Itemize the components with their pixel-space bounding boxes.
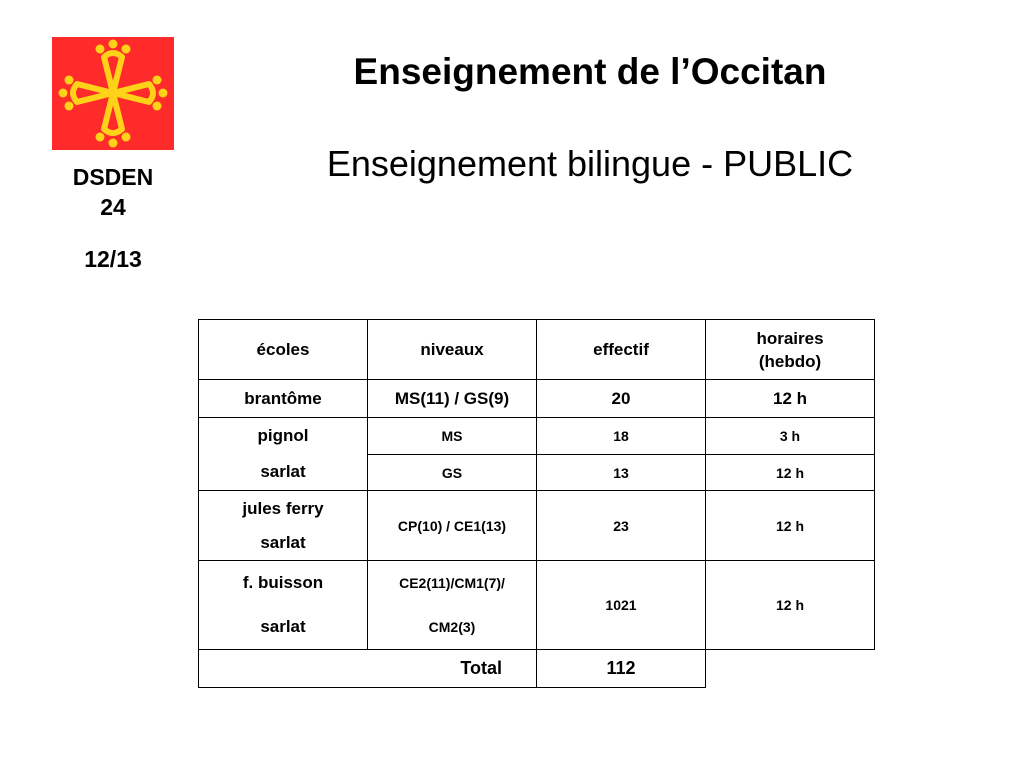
occitan-logo bbox=[52, 37, 174, 150]
cell-horaires: 12 h bbox=[706, 491, 875, 561]
header-effectif: effectif bbox=[537, 320, 706, 380]
cell-effectif: 23 bbox=[537, 491, 706, 561]
cell-ecole-line2: sarlat bbox=[260, 617, 306, 636]
header-ecoles: écoles bbox=[199, 320, 368, 380]
occitan-cross-icon bbox=[52, 37, 174, 150]
cell-effectif: 18 bbox=[537, 418, 706, 455]
school-year: 12/13 bbox=[84, 246, 142, 272]
cell-niveaux-line2: CM2(3) bbox=[428, 619, 476, 635]
cell-ecole bbox=[199, 418, 368, 491]
total-label: Total bbox=[199, 650, 537, 688]
cell-niveaux bbox=[368, 380, 537, 418]
cell-horaires: 12 h bbox=[706, 561, 875, 650]
cell-niveaux: GS bbox=[368, 455, 537, 491]
cell-ecole-line1: f. buisson bbox=[242, 573, 324, 592]
header-horaires-line2: (hebdo) bbox=[758, 351, 822, 371]
cell-horaires: 12 h bbox=[706, 380, 875, 418]
cell-ecole: brantôme bbox=[199, 380, 368, 418]
cell-effectif: 20 bbox=[537, 380, 706, 418]
cell-niveaux: CP(10) / CE1(13) bbox=[368, 491, 537, 561]
page-subtitle: Enseignement bilingue - PUBLIC bbox=[326, 143, 854, 184]
dsden-label: DSDEN bbox=[72, 164, 154, 190]
cell-ecole-line1: pignol bbox=[257, 426, 309, 445]
enrollment-table bbox=[198, 319, 875, 688]
cell-niveaux: MS bbox=[368, 418, 537, 455]
table-row bbox=[199, 561, 875, 650]
header-niveaux: niveaux bbox=[368, 320, 537, 380]
empty-cell bbox=[706, 650, 875, 688]
cell-ecole-line2: sarlat bbox=[260, 532, 306, 552]
cell-niveaux-line1: CE2(11)/CM1(7)/ bbox=[399, 575, 505, 591]
dsden-number: 24 bbox=[100, 194, 126, 220]
cell-niveaux-text: MS(11) / GS(9) bbox=[394, 388, 510, 408]
table-total-row bbox=[199, 650, 875, 688]
cell-ecole bbox=[199, 491, 368, 561]
page-title: Enseignement de l’Occitan bbox=[353, 51, 827, 92]
table-row bbox=[199, 491, 875, 561]
header-horaires-line1: horaires bbox=[756, 328, 824, 348]
table-row bbox=[199, 418, 875, 455]
cell-effectif: 13 bbox=[537, 455, 706, 491]
header-horaires bbox=[706, 320, 875, 380]
table-header-row bbox=[199, 320, 875, 380]
cell-horaires: 12 h bbox=[706, 455, 875, 491]
sidebar-info bbox=[40, 162, 186, 274]
table-row bbox=[199, 380, 875, 418]
cell-effectif: 1021 bbox=[537, 561, 706, 650]
cell-niveaux bbox=[368, 561, 537, 650]
cell-ecole-line2: sarlat bbox=[260, 462, 306, 481]
total-value: 112 bbox=[537, 650, 706, 688]
cell-ecole bbox=[199, 561, 368, 650]
cell-horaires: 3 h bbox=[706, 418, 875, 455]
cell-ecole-line1: jules ferry bbox=[242, 498, 324, 518]
